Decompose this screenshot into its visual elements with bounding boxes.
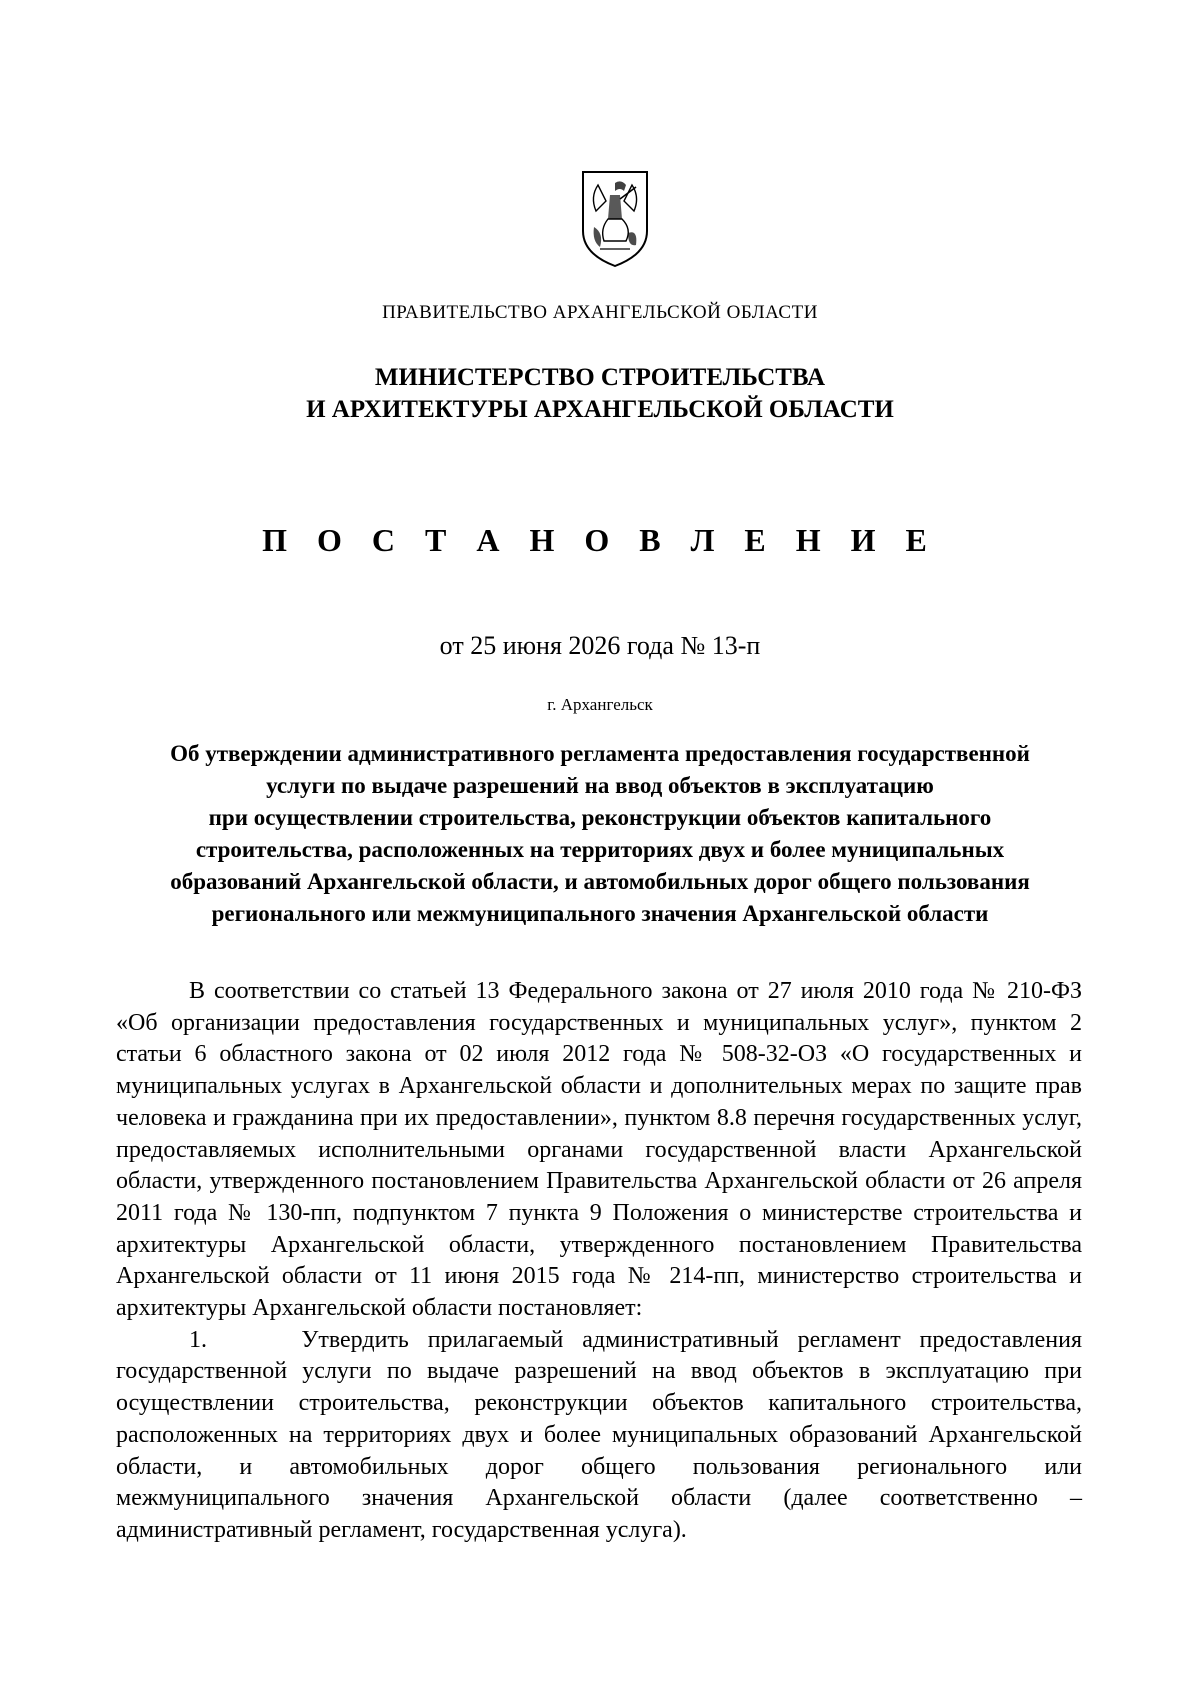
item-1-paragraph: 1. Утвердить прилагаемый административный регламент предоставления государственной услуги по выдаче разрешений на ввод объектов в эксплуатацию при осуществлении строительства, реконструкции объектов капитального строительства, расположенных на территориях двух и более муниципальных образований Архангельской области, и автомобильных дорог общего пользования регионального или межмуниципального значения Архангельской области (далее соответственно – административный регламент, государственная услуга). [116,1326,1082,1543]
ministry-line: МИНИСТЕРСТВО СТРОИТЕЛЬСТВА [374,364,826,391]
title-line: образований Архангельской области, и автомобильных дорог общего пользования [170,869,1030,894]
document-title [100,738,1100,930]
coat-of-arms-icon [580,169,650,269]
document-body [116,976,1082,1547]
title-line: строительства, расположенных на территориях двух и более муниципальных [195,837,1005,862]
title-line: при осуществлении строительства, реконструкции объектов капитального [208,805,992,830]
document-city: г. Архангельск [547,695,653,714]
ministry-line: И АРХИТЕКТУРЫ АРХАНГЕЛЬСКОЙ ОБЛАСТИ [306,396,894,423]
government-name: ПРАВИТЕЛЬСТВО АРХАНГЕЛЬСКОЙ ОБЛАСТИ [382,302,818,323]
title-line: Об утверждении административного регламента предоставления государственной [170,741,1030,766]
title-line: регионального или межмуниципального значения Архангельской области [211,901,989,926]
title-line: услуги по выдаче разрешений на ввод объектов в эксплуатацию [266,773,934,798]
document-type: П О С Т А Н О В Л Е Н И Е [262,522,938,558]
preamble-paragraph: В соответствии со статьей 13 Федерального закона от 27 июля 2010 года № 210-ФЗ «Об организации предоставления государственных и муниципальных услуг», пунктом 2 статьи 6 областного закона от 02 июля 2012 года № 508-32-ОЗ «О государственных и муниципальных услугах в Архангельской области и дополнительных мерах по защите прав человека и гражданина при их предоставлении», пунктом 8.8 перечня государственных услуг, предоставляемых исполнительными органами государственной власти Архангельской области, утвержденного постановлением Правительства Архангельской области от 26 апреля 2011 года № 130-пп, подпунктом 7 пункта 9 Положения о министерстве строительства и архитектуры Архангельской области, утвержденного постановлением Правительства Архангельской области от 11 июня 2015 года № 214-пп, министерство строительства и архитектуры Архангельской области постановляет: [116,978,1082,1322]
ministry-name [100,362,1100,426]
document-date-number: от 25 июня 2026 года № 13-п [439,631,761,660]
